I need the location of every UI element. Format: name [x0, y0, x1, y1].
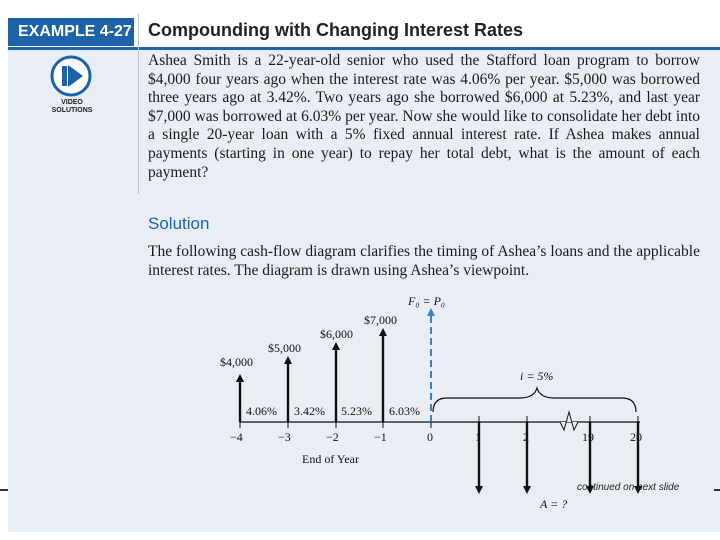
loan-label-5000: $5,000: [268, 341, 301, 355]
loan-label-6000: $6,000: [320, 327, 353, 341]
tick-label-19: 19: [582, 430, 594, 444]
tick-label-m2: −2: [326, 430, 339, 444]
rate-label-5-23: 5.23%: [341, 404, 372, 418]
continued-note: continued on next slide: [577, 482, 680, 493]
tick-label-0: 0: [427, 430, 433, 444]
problem-statement: Ashea Smith is a 22-year-old senior who used the Stafford loan program to borrow $4,000 four years ago when the interest rate was 4.06% per year. $5,000 was borrowed three years ago at 3.42%. Two years ago she borrowed $6,000 at 5.23%, and last year $7,000 was borrowed at 6.03% per year. Now she would like to consolidate her debt into a single 20-year loan with a 5% fixed annual interest rate. If Ashea makes annual payments (starting in one year) to repay her total debt, what is the amount of each payment?: [148, 52, 700, 181]
axis-label: End of Year: [302, 452, 359, 466]
tick-label-m1: −1: [374, 430, 387, 444]
example-label: EXAMPLE 4-27: [8, 18, 134, 46]
tick-label-2: 2: [523, 430, 529, 444]
tick-label-1: 1: [475, 430, 481, 444]
example-title: Compounding with Changing Interest Rates: [148, 20, 523, 40]
tick-label-m4: −4: [230, 430, 243, 444]
present-value-label: F₀ = P₀: [408, 294, 446, 308]
slide-edge-mark-right: [714, 489, 720, 491]
rate-label-i: i = 5%: [520, 369, 554, 383]
slide-edge-mark-left: [0, 489, 8, 491]
video-label-line1: VIDEO: [61, 99, 83, 106]
payment-label: A = ?: [540, 497, 568, 511]
rate-label-3-42: 3.42%: [294, 404, 325, 418]
solution-text: The following cash-flow diagram clarifies the timing of Ashea’s loans and the applicable interest rates. The diagram is drawn using Ashea’s viewpoint.: [148, 243, 700, 279]
rate-label-4-06: 4.06%: [246, 404, 277, 418]
video-label-line2: SOLUTIONS: [51, 107, 93, 114]
solution-heading: Solution: [148, 214, 210, 233]
rate-brace: [433, 388, 636, 412]
loan-label-4000: $4,000: [220, 355, 253, 369]
tick-label-m3: −3: [278, 430, 291, 444]
loan-label-7000: $7,000: [364, 313, 397, 327]
rate-label-6-03: 6.03%: [389, 404, 420, 418]
axis-break: [560, 412, 578, 430]
tick-label-20: 20: [630, 430, 642, 444]
